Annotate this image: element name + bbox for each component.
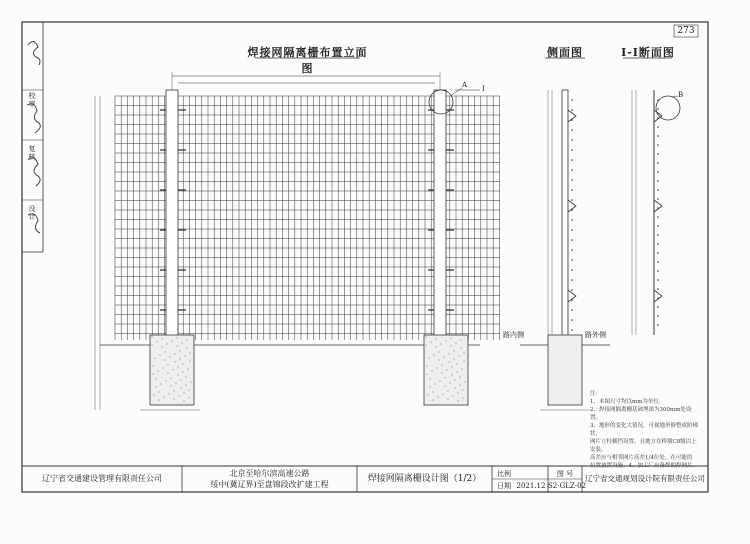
drawing-number-label: 图 号 — [556, 470, 574, 478]
road-outer-label: 路外侧 — [585, 331, 606, 339]
note-line: 注： — [590, 391, 602, 397]
check-label: 校审 — [28, 92, 36, 108]
elevation-title: 焊接网隔离栅布置立面图 — [247, 46, 368, 75]
drawing-title: 焊接网隔离栅设计图（1/2） — [367, 474, 482, 484]
review-label: 复核 — [28, 145, 36, 161]
date-value: 2021.12 — [516, 482, 546, 490]
signature-3 — [28, 158, 40, 186]
note-line: 2、焊接网隔离栅基础埋深为300mm处设置。 — [590, 407, 692, 421]
drawing-number: S2-GLZ-02 — [548, 482, 586, 490]
date-label: 日期 — [497, 482, 511, 490]
project-line-2: 绥中(冀辽界)至盘锦段改扩建工程 — [210, 480, 329, 489]
section-view — [632, 90, 680, 335]
note-line: 3、地形的变化大情况，可视地形修整成阶梯状， — [590, 423, 699, 437]
scale-label: 比例 — [497, 470, 511, 478]
detail-b-label: B — [678, 91, 684, 99]
design-notes — [590, 390, 700, 470]
page-number: 273 — [677, 26, 695, 36]
section-mark-label: I — [482, 85, 485, 93]
foundation-right — [424, 335, 468, 405]
side-view — [520, 90, 610, 410]
note-line: 1、本图尺寸均以mm为单位。 — [590, 399, 665, 405]
owner-name: 辽宁省交通建设管理有限责任公司 — [42, 474, 162, 483]
signature-1 — [28, 41, 40, 65]
note-line: 高差应与相邻网片高差1/4位处。在可能的 — [590, 455, 693, 461]
section-title: I-I断面图 — [621, 46, 675, 59]
foundation-left — [150, 335, 194, 405]
signature-2 — [27, 104, 40, 133]
project-line-1: 北京至哈尔滨高速公路 — [229, 469, 310, 478]
road-inner-label: 路内侧 — [503, 331, 524, 339]
detail-a-label: A — [462, 81, 468, 89]
note-line: 网片立柱横挡设置，且地方在桥墩C8级以上安装， — [590, 439, 697, 453]
concrete-texture — [151, 336, 579, 401]
design-label: 设计 — [28, 205, 36, 221]
note-line: 位置放置设施。4、加工厂应备焊的焊网片。 — [590, 463, 699, 469]
designer-name: 辽宁省交通规划设计院有限责任公司 — [585, 474, 705, 483]
side-view-title: 侧面图 — [547, 46, 583, 59]
